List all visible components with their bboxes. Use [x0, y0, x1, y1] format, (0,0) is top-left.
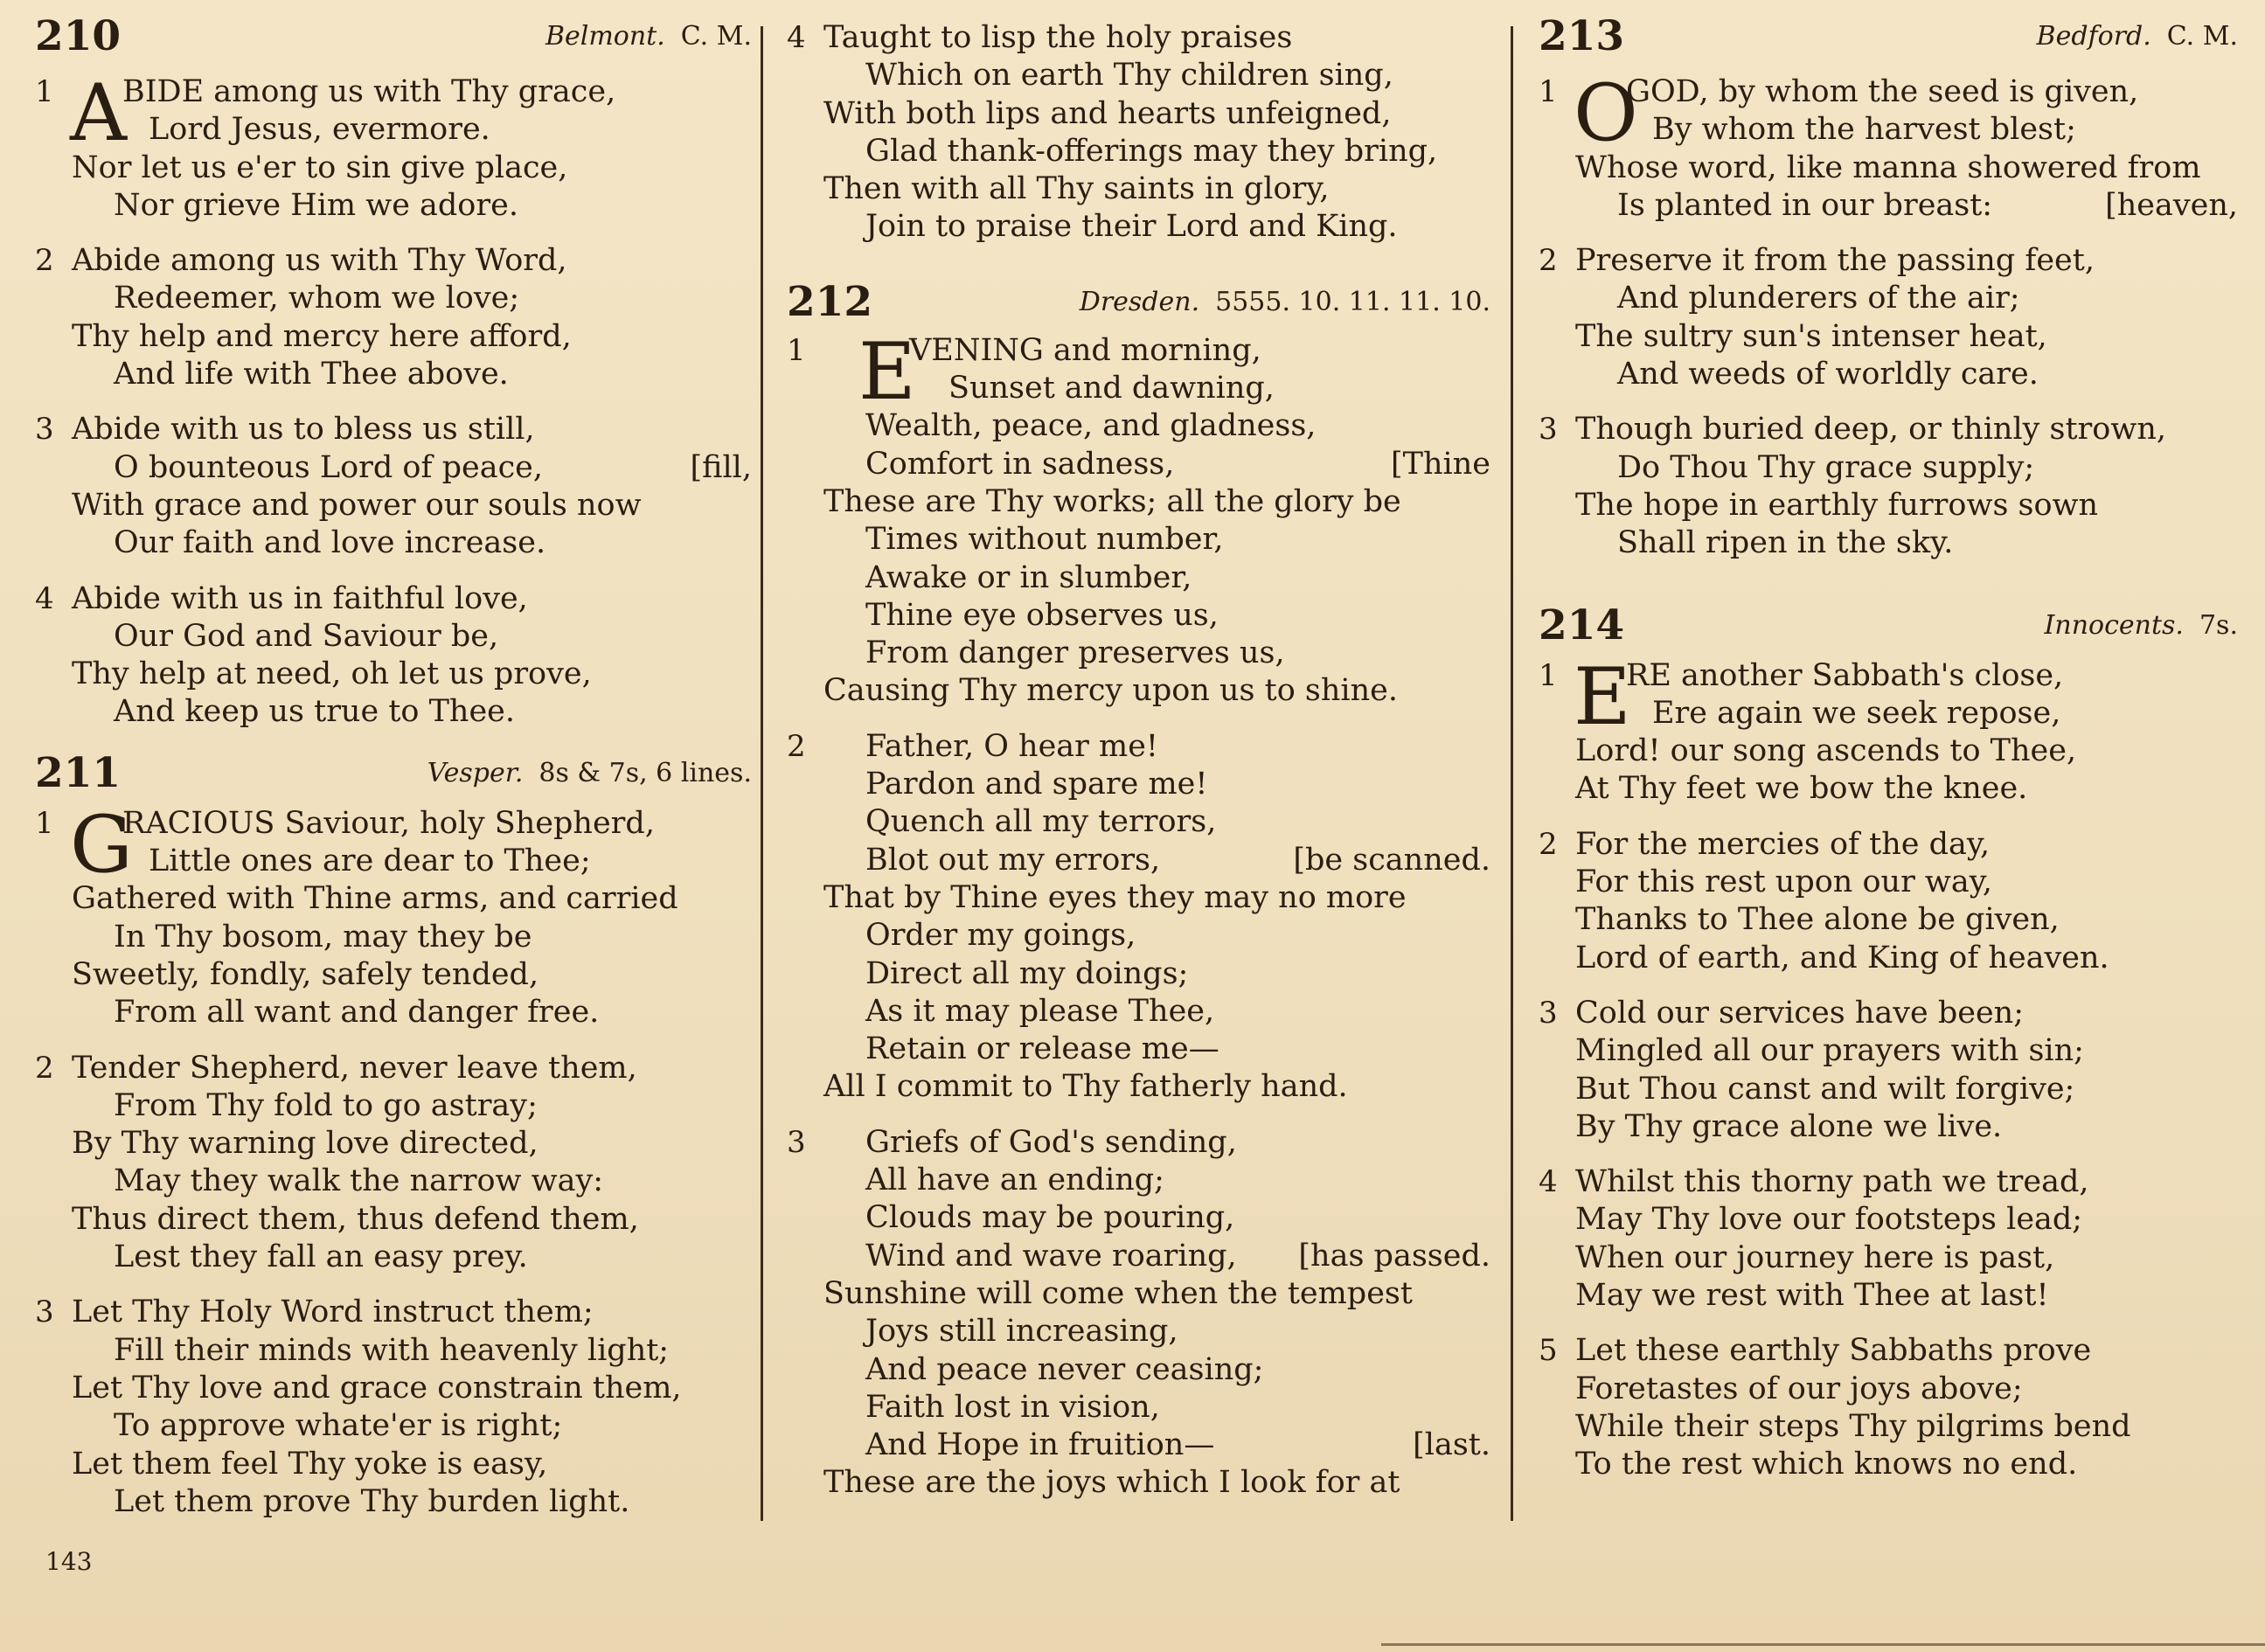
verse-number: 4	[1539, 1164, 1558, 1200]
turnover-bracket: [heaven,	[2105, 187, 2238, 223]
hymn-number: 210	[35, 12, 122, 60]
verse-line: From all want and danger free.	[114, 995, 600, 1031]
stanza	[1539, 411, 2238, 562]
verse-number: 2	[1539, 243, 1558, 279]
hymn-211-header	[35, 749, 752, 805]
verse-line: Gathered with Thine arms, and carried	[72, 881, 678, 917]
verse-line: May Thy love our footsteps lead;	[1575, 1202, 2083, 1238]
drop-cap: E	[858, 325, 916, 418]
verse-line: Tender Shepherd, never leave them,	[72, 1050, 637, 1086]
tune-name: Dresden.	[1079, 286, 1200, 317]
hymn-number: 211	[35, 748, 122, 797]
verse-line: With grace and power our souls now	[72, 487, 642, 523]
verse-line: And life with Thee above.	[114, 357, 509, 392]
stanza	[35, 798, 752, 1032]
verse-line: Let these earthly Sabbaths prove	[1575, 1333, 2092, 1369]
verse-line: Order my goings,	[865, 918, 1136, 954]
hymn-meta	[427, 758, 752, 788]
verse-line: Direct all my doings;	[865, 955, 1189, 991]
verse-line: That by Thine eyes they may no more	[823, 879, 1407, 915]
verse-line: May they walk the narrow way:	[114, 1163, 604, 1199]
verse-number: 1	[787, 332, 806, 368]
verse-line: Preserve it from the passing feet,	[1575, 243, 2095, 279]
meter: 8s & 7s, 6 lines.	[538, 757, 752, 788]
verse-line: RE another Sabbath's close,	[1626, 657, 2064, 693]
stanza	[35, 242, 752, 393]
verse-line: Awake or in slumber,	[865, 559, 1192, 595]
verse-line: Our God and Saviour be,	[114, 618, 499, 654]
hymn-number: 212	[787, 277, 873, 326]
verse-number: 2	[35, 243, 54, 279]
verse-line: Pardon and spare me!	[865, 767, 1208, 802]
verse-line: Nor let us e'er to sin give place,	[72, 149, 568, 185]
verse-line: Thy help and mercy here afford,	[72, 318, 572, 354]
verse-line: Wealth, peace, and gladness,	[865, 408, 1317, 444]
tune-name: Vesper.	[427, 757, 524, 788]
verse-line: Sweetly, fondly, safely tended,	[72, 956, 539, 992]
verse-line: Whilst this thorny path we tread,	[1575, 1164, 2089, 1200]
verse-line: Foretastes of our joys above;	[1575, 1371, 2023, 1406]
verse-line-text: Blot out my errors,	[865, 842, 1161, 878]
verse-line: Joys still increasing,	[865, 1314, 1178, 1350]
verse-line: The sultry sun's intenser heat,	[1575, 318, 2047, 354]
verse-line: At Thy feet we bow the knee.	[1575, 771, 2028, 807]
stanza	[787, 1124, 1490, 1503]
meter: 5555. 10. 11. 11. 10.	[1215, 286, 1490, 317]
verse-number: 1	[1539, 657, 1558, 693]
verse-line: While their steps Thy pilgrims bend	[1575, 1408, 2131, 1444]
verse-line: Our faith and love increase.	[114, 525, 546, 561]
verse-line: Mingled all our prayers with sin;	[1575, 1033, 2084, 1069]
verse-line: Thanks to Thee alone be given,	[1575, 902, 2060, 938]
verse-line-text: Comfort in sadness,	[865, 446, 1175, 482]
verse-line: All have an ending;	[865, 1163, 1164, 1198]
hymn-meta	[2045, 610, 2238, 641]
verse-line: Taught to lisp the holy praises	[823, 20, 1293, 55]
verse-line-text: Wind and wave roaring,	[865, 1238, 1237, 1274]
verse-number: 1	[35, 805, 54, 841]
verse-line: All I commit to Thy fatherly hand.	[823, 1069, 1348, 1105]
verse-line: From danger preserves us,	[865, 635, 1285, 671]
verse-line: For the mercies of the day,	[1575, 826, 1991, 862]
verse-line: And plunderers of the air;	[1617, 281, 2020, 316]
verse-line: Abide with us in faithful love,	[72, 580, 528, 616]
turnover-bracket: [be scanned.	[1293, 842, 1490, 878]
verse-line: Redeemer, whom we love;	[114, 281, 520, 316]
verse-number: 3	[1539, 412, 1558, 448]
verse-line	[787, 842, 1490, 879]
stanza	[35, 67, 752, 225]
verse-line: When our journey here is past,	[1575, 1239, 2055, 1275]
verse-line: Which on earth Thy children sing,	[865, 58, 1393, 94]
verse-line: Faith lost in vision,	[865, 1389, 1160, 1425]
verse-line: RACIOUS Saviour, holy Shepherd,	[122, 805, 655, 841]
verse-line: Times without number,	[865, 522, 1224, 558]
verse-line: To the rest which knows no end.	[1575, 1447, 2078, 1482]
turnover-bracket: [fill,	[690, 449, 752, 485]
verse-line: Cold our services have been;	[1575, 995, 2025, 1031]
drop-cap: E	[1574, 650, 1631, 743]
turnover-bracket: [has passed.	[1298, 1238, 1490, 1274]
column-3	[1539, 12, 2238, 1502]
verse-number: 2	[1539, 826, 1558, 862]
stanza	[787, 728, 1490, 1107]
verse-number: 4	[35, 580, 54, 616]
verse-line: In Thy bosom, may they be	[114, 919, 532, 954]
meter: C. M.	[2166, 21, 2238, 52]
verse-line: Let Thy Holy Word instruct them;	[72, 1295, 594, 1330]
stanza	[1539, 650, 2238, 809]
verse-number: 2	[35, 1050, 54, 1086]
stanza	[1539, 1332, 2238, 1483]
verse-line: Join to praise their Lord and King.	[865, 209, 1398, 245]
hymn-meta	[545, 21, 752, 52]
tune-name: Belmont.	[545, 21, 665, 52]
verse-number: 2	[787, 728, 806, 764]
tune-name: Bedford.	[2036, 21, 2151, 52]
verse-line: Retain or release me—	[865, 1031, 1219, 1067]
stanza	[1539, 826, 2238, 977]
verse-line: Glad thank-offerings may they bring,	[865, 133, 1438, 169]
verse-line: VENING and morning,	[909, 332, 1261, 368]
verse-line: As it may please Thee,	[865, 993, 1215, 1029]
verse-line	[787, 446, 1490, 483]
verse-line: Sunset and dawning,	[948, 371, 1275, 406]
verse-line: Fill their minds with heavenly light;	[114, 1332, 670, 1368]
drop-cap: A	[70, 67, 127, 159]
verse-line: Lord! our song ascends to Thee,	[1575, 733, 2077, 769]
verse-line: BIDE among us with Thy grace,	[122, 74, 616, 109]
verse-line: Then with all Thy saints in glory,	[823, 171, 1330, 207]
verse-line: By Thy grace alone we live.	[1575, 1108, 2003, 1144]
verse-line: From Thy fold to go astray;	[114, 1087, 538, 1123]
verse-line: For this rest upon our way,	[1575, 864, 1993, 900]
meter: C. M.	[680, 21, 752, 52]
hymn-210-header	[35, 12, 752, 73]
verse-line: And weeds of worldly care.	[1617, 357, 2039, 392]
hymn-meta	[2037, 21, 2238, 52]
verse-line: Ere again we seek repose,	[1652, 695, 2061, 731]
verse-line: By whom the harvest blest;	[1652, 112, 2076, 148]
hymn-213-header	[1539, 12, 2238, 73]
stanza	[1539, 995, 2238, 1146]
drop-cap: G	[70, 798, 133, 891]
verse-line: Thine eye observes us,	[865, 597, 1219, 633]
verse-line: Abide among us with Thy Word,	[72, 243, 567, 279]
verse-line: Lord of earth, and King of heaven.	[1575, 940, 2109, 975]
verse-line: Thy help at need, oh let us prove,	[72, 656, 592, 692]
verse-number: 3	[35, 1295, 54, 1330]
verse-line: And keep us true to Thee.	[114, 694, 516, 730]
stanza	[35, 1294, 752, 1521]
hymn-214-header	[1539, 601, 2238, 657]
verse-line: Lord Jesus, evermore.	[149, 112, 490, 148]
verse-line-text: Is planted in our breast:	[1617, 187, 1993, 223]
verse-number: 5	[1539, 1333, 1558, 1369]
stanza	[1539, 1163, 2238, 1315]
verse-number: 3	[1539, 995, 1558, 1031]
verse-line: By Thy warning love directed,	[72, 1126, 538, 1162]
column-1	[35, 12, 752, 1538]
tune-name: Innocents.	[2044, 609, 2184, 641]
meter: 7s.	[2199, 609, 2238, 641]
verse-number: 4	[787, 20, 806, 55]
hymn-number: 213	[1539, 12, 1625, 60]
verse-line: Though buried deep, or thinly strown,	[1575, 412, 2166, 448]
verse-line: The hope in earthly furrows sown	[1575, 487, 2099, 523]
stanza	[35, 411, 752, 562]
verse-line-text: O bounteous Lord of peace,	[114, 449, 544, 485]
verse-line	[35, 449, 752, 487]
verse-number: 1	[35, 74, 54, 109]
hymn-number: 214	[1539, 600, 1625, 649]
turnover-bracket: [last.	[1413, 1427, 1490, 1463]
verse-line: Nor grieve Him we adore.	[114, 187, 518, 223]
verse-line: Thus direct them, thus defend them,	[72, 1201, 639, 1237]
verse-line: Clouds may be pouring,	[865, 1200, 1235, 1236]
column-rule-left	[761, 26, 763, 1521]
stanza	[35, 1050, 752, 1277]
verse-line: Let Thy love and grace constrain them,	[72, 1370, 682, 1406]
verse-number: 3	[35, 412, 54, 448]
column-2	[787, 12, 1490, 1520]
verse-line: Lest they fall an easy prey.	[114, 1239, 528, 1275]
stanza	[787, 325, 1490, 711]
hymn-meta	[1080, 287, 1490, 317]
verse-line: GOD, by whom the seed is given,	[1626, 74, 2139, 109]
verse-line-text: And Hope in fruition—	[865, 1427, 1215, 1463]
verse-line: But Thou canst and wilt forgive;	[1575, 1071, 2075, 1107]
stanza	[35, 580, 752, 732]
stanza	[1539, 67, 2238, 225]
verse-line: Shall ripen in the sky.	[1617, 525, 1954, 561]
column-rule-right	[1511, 26, 1513, 1521]
page-number: 143	[45, 1547, 93, 1576]
verse-line: Let them feel Thy yoke is easy,	[72, 1446, 548, 1482]
page-edge-rule	[1381, 1643, 2265, 1646]
verse-line: Do Thou Thy grace supply;	[1617, 449, 2035, 485]
verse-line: Let them prove Thy burden light.	[114, 1483, 630, 1519]
verse-line: To approve whate'er is right;	[114, 1408, 563, 1444]
verse-line: These are Thy works; all the glory be	[823, 483, 1401, 519]
verse-line: Abide with us to bless us still,	[72, 412, 535, 448]
stanza	[1539, 242, 2238, 393]
verse-number: 1	[1539, 74, 1558, 109]
verse-line: Sunshine will come when the tempest	[823, 1275, 1413, 1311]
verse-line: Little ones are dear to Thee;	[149, 843, 591, 879]
verse-line: Whose word, like manna showered from	[1575, 149, 2201, 185]
verse-line: May we rest with Thee at last!	[1575, 1278, 2049, 1314]
verse-line	[787, 1238, 1490, 1275]
hymn-212-header	[787, 278, 1490, 332]
verse-line: Causing Thy mercy upon us to shine.	[823, 673, 1398, 709]
verse-line: Griefs of God's sending,	[865, 1124, 1237, 1160]
verse-line: And peace never ceasing;	[865, 1351, 1264, 1387]
verse-line: These are the joys which I look for at	[823, 1465, 1400, 1501]
verse-number: 3	[787, 1124, 806, 1160]
verse-line: Father, O hear me!	[865, 728, 1158, 764]
drop-cap: O	[1574, 67, 1638, 159]
verse-line: Quench all my terrors,	[865, 804, 1217, 840]
stanza	[787, 19, 1490, 246]
turnover-bracket: [Thine	[1391, 446, 1490, 482]
verse-line	[1539, 187, 2238, 225]
verse-line	[787, 1426, 1490, 1464]
verse-line: With both lips and hearts unfeigned,	[823, 95, 1392, 131]
